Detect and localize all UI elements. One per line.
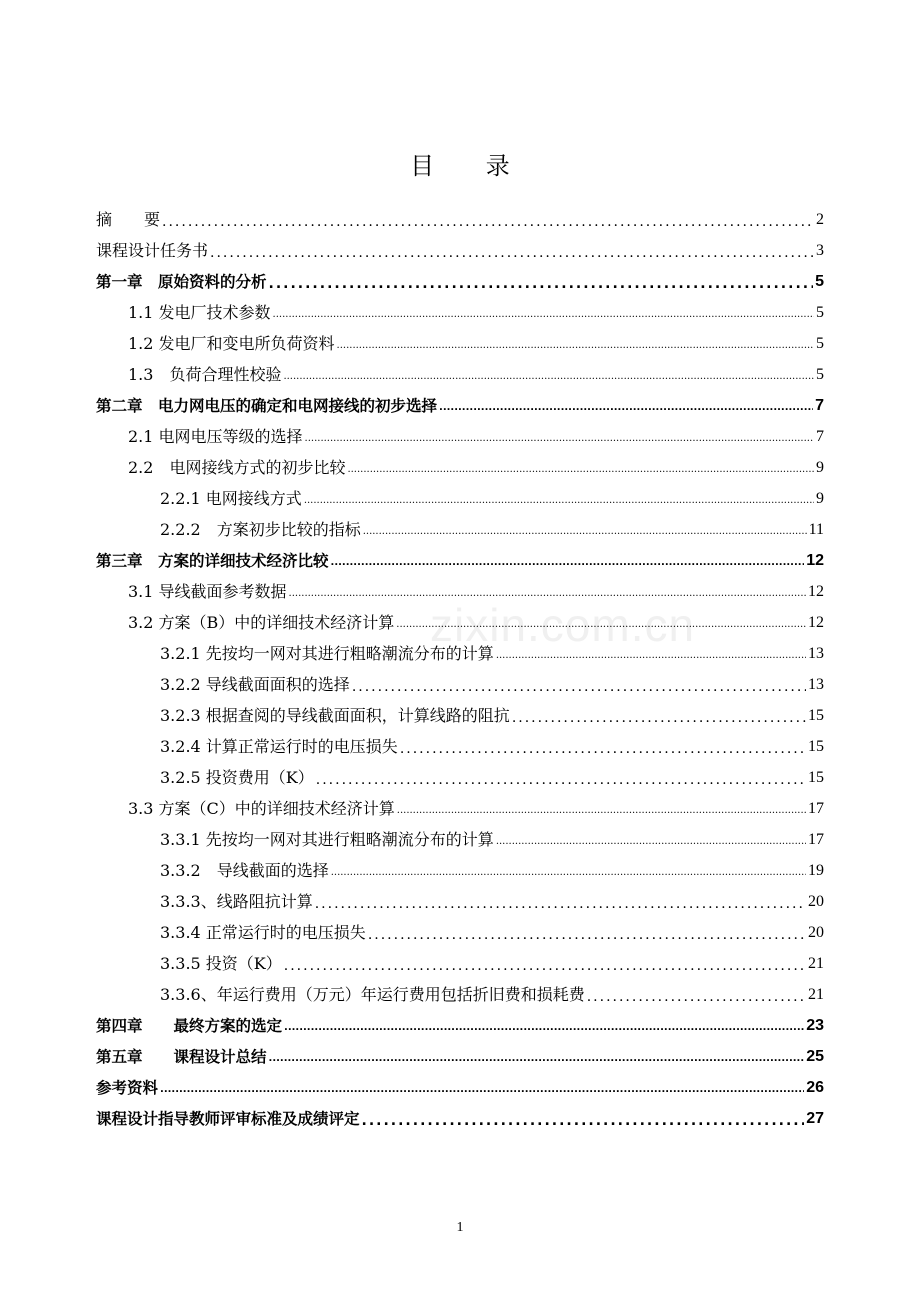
toc-entry[interactable] <box>96 1098 824 1129</box>
toc-entry-page: 21 <box>808 955 824 972</box>
dot-leader <box>162 213 814 227</box>
toc-entry-page: 26 <box>806 1079 824 1096</box>
toc-entry-label: 1.1 发电厂技术参数 <box>128 303 271 322</box>
page-number: 1 <box>456 1220 464 1235</box>
toc-entry-page: 12 <box>808 583 824 600</box>
toc-entry-label: 2.1 电网电压等级的选择 <box>128 427 303 446</box>
dot-leader <box>347 461 814 475</box>
toc-entry-label: 第三章 方案的详细技术经济比较 <box>96 552 329 570</box>
toc-entry-label: 3.2.3 根据查阅的导线截面面积，计算线路的阻抗 <box>160 706 510 725</box>
toc-entry-label: 3.3 方案（C）中的详细技术经济计算 <box>128 799 395 818</box>
toc-entry-label: 2.2.2 方案初步比较的指标 <box>160 520 361 539</box>
dot-leader <box>316 771 806 785</box>
toc-entry[interactable] <box>96 385 824 416</box>
toc-entry-page: 9 <box>816 459 824 476</box>
toc-entry-label: 3.1 导线截面参考数据 <box>128 582 287 601</box>
dot-leader <box>337 337 814 351</box>
toc-entry-page: 25 <box>806 1048 824 1065</box>
toc-entry[interactable] <box>96 1036 824 1067</box>
toc-entry-page: 20 <box>808 924 824 941</box>
dot-leader <box>284 957 806 971</box>
toc-entry-label: 1.2 发电厂和变电所负荷资料 <box>128 334 335 353</box>
toc-entry-label: 3.3.5 投资（K） <box>160 954 282 973</box>
dot-leader <box>331 554 805 568</box>
toc-entry-page: 5 <box>816 366 824 383</box>
toc-entry[interactable] <box>96 509 824 540</box>
toc-entry-label: 课程设计指导教师评审标准及成绩评定 <box>96 1110 360 1128</box>
toc-entry-label: 第一章 原始资料的分析 <box>96 273 267 291</box>
dot-leader <box>400 740 806 754</box>
dot-leader <box>305 430 814 444</box>
toc-entry[interactable] <box>96 850 824 881</box>
dot-leader <box>496 833 806 847</box>
toc-entry[interactable] <box>96 664 824 695</box>
toc-entry[interactable] <box>96 757 824 788</box>
toc-entry-label: 1.3 负荷合理性校验 <box>128 365 282 384</box>
dot-leader <box>362 1112 805 1126</box>
dot-leader <box>273 306 814 320</box>
toc-entry[interactable] <box>96 261 824 292</box>
toc-entry[interactable] <box>96 633 824 664</box>
toc-entry-label: 3.3.2 导线截面的选择 <box>160 861 329 880</box>
dot-leader <box>289 585 806 599</box>
toc-entry-page: 15 <box>808 707 824 724</box>
toc-entry-page: 2 <box>816 211 824 228</box>
dot-leader <box>363 523 807 537</box>
toc-title: 目 录 <box>410 152 532 180</box>
dot-leader <box>496 647 806 661</box>
toc-entry-label: 课程设计任务书 <box>96 241 209 260</box>
toc-entry-label: 3.2.4 计算正常运行时的电压损失 <box>160 737 398 756</box>
toc-entry-page: 21 <box>808 986 824 1003</box>
toc-entry[interactable] <box>96 354 824 385</box>
toc-entry[interactable] <box>96 230 824 261</box>
table-of-contents <box>96 199 824 1129</box>
toc-entry[interactable] <box>96 602 824 633</box>
toc-entry-page: 15 <box>808 769 824 786</box>
dot-leader <box>210 244 814 258</box>
toc-entry-label: 参考资料 <box>96 1079 159 1097</box>
toc-entry[interactable] <box>96 1005 824 1036</box>
toc-entry-label: 2.2.1 电网接线方式 <box>160 489 302 508</box>
toc-entry-page: 13 <box>808 645 824 662</box>
toc-entry-label: 第五章 课程设计总结 <box>96 1048 267 1066</box>
toc-entry-page: 12 <box>808 614 824 631</box>
toc-entry-label: 3.3.3、线路阻抗计算 <box>160 892 313 911</box>
toc-entry[interactable] <box>96 974 824 1005</box>
toc-entry[interactable] <box>96 447 824 478</box>
toc-entry-page: 20 <box>808 893 824 910</box>
toc-entry-label: 3.2.5 投资费用（K） <box>160 768 314 787</box>
toc-entry-page: 23 <box>806 1017 824 1034</box>
toc-entry-page: 5 <box>816 304 824 321</box>
watermark: zixin.com.cn <box>430 599 696 651</box>
toc-entry[interactable] <box>96 1067 824 1098</box>
toc-entry-page: 11 <box>808 521 824 538</box>
toc-entry-page: 19 <box>808 862 824 879</box>
toc-entry[interactable] <box>96 788 824 819</box>
toc-entry-label: 3.2.1 先按均一网对其进行粗略潮流分布的计算 <box>160 644 494 663</box>
toc-entry-page: 15 <box>808 738 824 755</box>
toc-entry[interactable] <box>96 819 824 850</box>
toc-entry-page: 7 <box>815 397 824 414</box>
dot-leader <box>331 864 806 878</box>
toc-entry-page: 13 <box>808 676 824 693</box>
toc-entry-label: 第二章 电力网电压的确定和电网接线的初步选择 <box>96 397 438 415</box>
toc-entry-page: 3 <box>816 242 824 259</box>
toc-entry[interactable] <box>96 540 824 571</box>
dot-leader <box>439 399 813 413</box>
toc-entry[interactable] <box>96 695 824 726</box>
toc-entry[interactable] <box>96 726 824 757</box>
toc-entry[interactable] <box>96 912 824 943</box>
toc-entry-page: 7 <box>816 428 824 445</box>
dot-leader <box>315 895 806 909</box>
dot-leader <box>269 1050 805 1064</box>
toc-entry-label: 3.2.2 导线截面面积的选择 <box>160 675 350 694</box>
toc-entry-label: 3.3.1 先按均一网对其进行粗略潮流分布的计算 <box>160 830 494 849</box>
toc-entry-page: 5 <box>816 335 824 352</box>
toc-entry-page: 5 <box>815 273 824 290</box>
dot-leader <box>368 926 806 940</box>
dot-leader <box>587 988 806 1002</box>
toc-entry-page: 12 <box>806 552 824 569</box>
toc-entry[interactable] <box>96 571 824 602</box>
toc-entry[interactable] <box>96 881 824 912</box>
toc-entry[interactable] <box>96 199 824 230</box>
toc-entry[interactable] <box>96 943 824 974</box>
toc-entry-page: 9 <box>816 490 824 507</box>
dot-leader <box>160 1081 804 1095</box>
toc-entry-page: 17 <box>808 800 824 817</box>
toc-entry-label: 3.2 方案（B）中的详细技术经济计算 <box>128 613 395 632</box>
toc-entry-label: 3.3.6、年运行费用（万元）年运行费用包括折旧费和损耗费 <box>160 985 585 1004</box>
toc-entry-label: 第四章 最终方案的选定 <box>96 1017 283 1035</box>
toc-entry-page: 27 <box>806 1110 824 1127</box>
toc-entry[interactable] <box>96 416 824 447</box>
toc-entry-page: 17 <box>808 831 824 848</box>
dot-leader <box>352 678 806 692</box>
toc-entry-label: 3.3.4 正常运行时的电压损失 <box>160 923 366 942</box>
toc-entry[interactable] <box>96 292 824 323</box>
dot-leader <box>397 802 806 816</box>
toc-entry-label: 2.2 电网接线方式的初步比较 <box>128 458 346 477</box>
toc-entry[interactable] <box>96 323 824 354</box>
dot-leader <box>512 709 806 723</box>
toc-entry[interactable] <box>96 478 824 509</box>
dot-leader <box>284 1019 804 1033</box>
dot-leader <box>304 492 814 506</box>
dot-leader <box>283 368 814 382</box>
dot-leader <box>269 275 814 289</box>
dot-leader <box>396 616 806 630</box>
toc-entry-label: 摘 要 <box>96 210 161 229</box>
